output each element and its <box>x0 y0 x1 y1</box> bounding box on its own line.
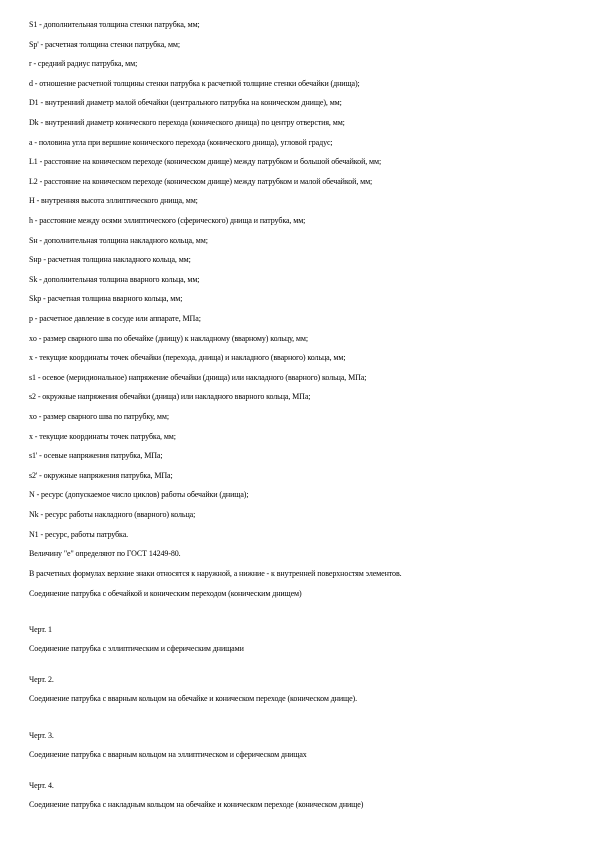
text-line: Sн - дополнительная толщина накладного кольца, мм; <box>29 236 208 245</box>
text-line: s1 - осевое (меридиональное) напряжение обечайки (днища) или накладного (вварного) кольца, МПа; <box>29 373 367 382</box>
text-line: D1 - внутренний диаметр малой обечайки (центрального патрубка на коническом днище), мм; <box>29 98 342 107</box>
text-line: S1 - дополнительная толщина стенки патрубка, мм; <box>29 20 200 29</box>
text-line: Величину "e" определяют по ГОСТ 14249-80. <box>29 549 181 558</box>
figure-caption: Соединение патрубка с накладным кольцом на обечайке и коническом переходе (коническом днище) <box>29 800 364 809</box>
text-line: a - половина угла при вершине конического перехода (конического днища), угловой градус; <box>29 138 333 147</box>
text-line: Sp' - расчетная толщина стенки патрубка, мм; <box>29 40 181 49</box>
text-line: s2' - окружные напряжения патрубка, МПа; <box>29 471 173 480</box>
text-line: L1 - расстояние на коническом переходе (коническом днище) между патрубком и большой обечайкой, мм; <box>29 157 382 166</box>
text-line: x - текущие координаты точек патрубка, мм; <box>29 432 176 441</box>
text-line: Skp - расчетная толщина вварного кольца, мм; <box>29 294 183 303</box>
text-line: r - средний радиус патрубка, мм; <box>29 59 138 68</box>
text-line: d - отношение расчетной толщины стенки патрубка к расчетной толщине стенки обечайки (днища); <box>29 79 360 88</box>
text-line: p - расчетное давление в сосуде или аппарате, МПа; <box>29 314 201 323</box>
text-line: xo - размер сварного шва по патрубку, мм; <box>29 412 169 421</box>
text-line: N1 - ресурс, работы патрубка. <box>29 530 129 539</box>
text-line: Sk - дополнительная толщина вварного кольца, мм; <box>29 275 200 284</box>
text-line: x - текущие координаты точек обечайки (перехода, днища) и накладного (вварного) кольца, мм; <box>29 353 346 362</box>
figure-label: Черт. 2. <box>29 675 54 684</box>
text-line: N - ресурс (допускаемое число циклов) работы обечайки (днища); <box>29 490 249 499</box>
text-line: xo - размер сварного шва по обечайке (днищу) к накладному (вварному) кольцу, мм; <box>29 334 308 343</box>
figure-label: Черт. 3. <box>29 731 54 740</box>
figure-caption: Соединение патрубка с обечайкой и коническим переходом (коническим днищем) <box>29 589 302 598</box>
figure-caption: Соединение патрубка с эллиптическим и сферическим днищами <box>29 644 244 653</box>
text-line: h - расстояние между осями эллиптического (сферического) днища и патрубка, мм; <box>29 216 306 225</box>
figure-caption: Соединение патрубка с вварным кольцом на эллиптическом и сферическом днищах <box>29 750 307 759</box>
text-line: H - внутренняя высота эллиптического днища, мм; <box>29 196 198 205</box>
figure-caption: Соединение патрубка с вварным кольцом на обечайке и коническом переходе (коническом днище). <box>29 694 358 703</box>
text-line: Sнр - расчетная толщина накладного кольца, мм; <box>29 255 191 264</box>
figure-label: Черт. 4. <box>29 781 54 790</box>
text-line: L2 - расстояние на коническом переходе (коническом днище) между патрубком и малой обечайкой, мм; <box>29 177 373 186</box>
text-line: s2 - окружные напряжения обечайки (днища) или накладного вварного кольца, МПа; <box>29 392 311 401</box>
text-line: s1' - осевые напряжения патрубка, МПа; <box>29 451 163 460</box>
figure-label: Черт. 1 <box>29 625 52 634</box>
text-line: В расчетных формулах верхние знаки относятся к наружной, а нижние - к внутренней поверхностям элементов. <box>29 569 402 578</box>
text-line: Dk - внутренний диаметр конического перехода (конического днища) по центру отверстия, мм; <box>29 118 345 127</box>
text-line: Nk - ресурс работы накладного (вварного) кольца; <box>29 510 196 519</box>
